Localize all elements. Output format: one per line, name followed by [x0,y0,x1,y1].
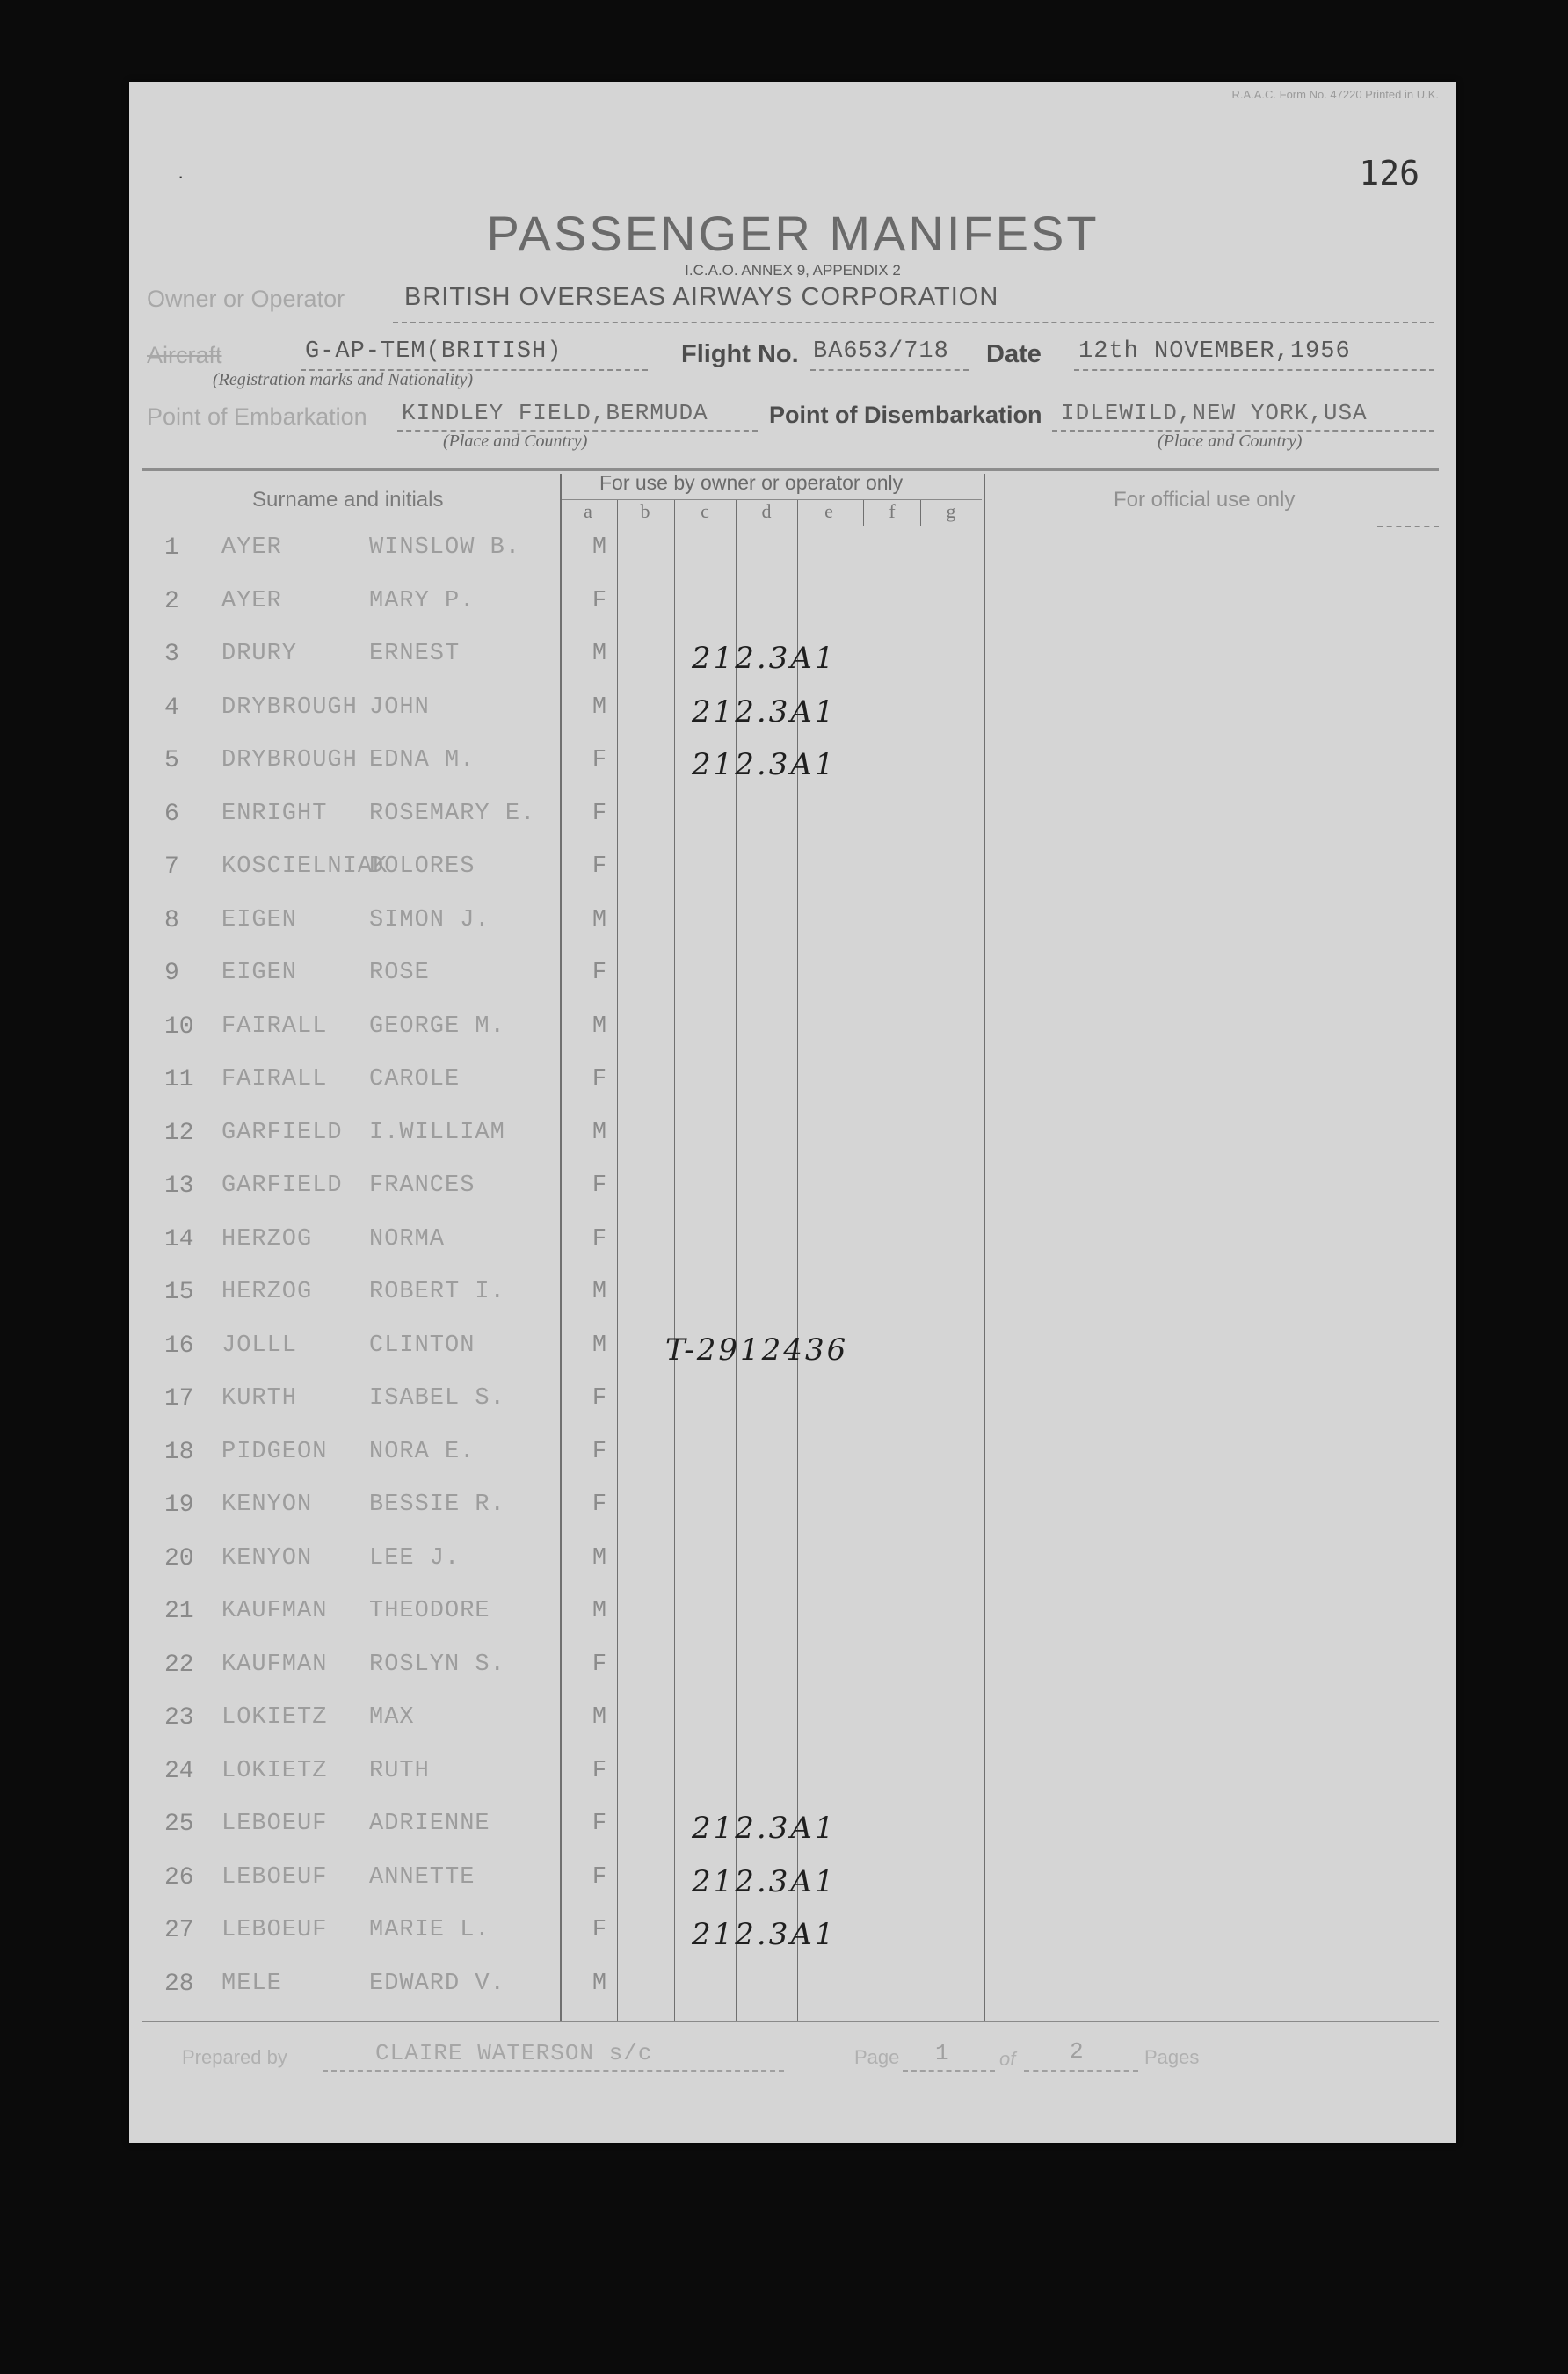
sex-code: F [592,1651,607,1678]
passenger-row [129,1279,1456,1332]
official-header-rule [1377,526,1439,527]
passenger-row [129,1226,1456,1279]
prepared-underline [323,2070,784,2072]
manifest-sheet [129,82,1456,2143]
row-number: 16 [164,1332,194,1360]
surname: KURTH [221,1385,298,1412]
given-names: ERNEST [369,641,461,667]
sex-code: M [592,1598,607,1624]
given-names: FRANCES [369,1172,475,1199]
aircraft-note: (Registration marks and Nationality) [213,370,474,389]
sex-code: F [592,1172,607,1199]
col-f-left-line [863,500,864,526]
given-names: MAX [369,1704,415,1731]
surname: HERZOG [221,1225,313,1252]
handwritten-note: 212.3A1 [692,1863,837,1899]
date-label: Date [986,340,1042,368]
row-number: 13 [164,1172,194,1200]
passenger-row [129,1971,1456,2023]
row-number: 27 [164,1917,194,1944]
given-names: ROSE [369,960,430,986]
disembark-value: IDLEWILD,NEW YORK,USA [1061,400,1368,426]
passenger-row [129,694,1456,747]
passenger-row [129,960,1456,1013]
given-names: EDNA M. [369,747,475,773]
row-number: 1 [164,534,179,562]
passenger-row [129,1120,1456,1172]
sex-code: F [592,1385,607,1412]
col-surname-header: Surname and initials [252,488,444,512]
owner-underline [393,322,1434,323]
given-names: WINSLOW B. [369,534,521,561]
sex-code: F [592,587,607,614]
given-names: CAROLE [369,1066,461,1093]
row-number: 19 [164,1492,194,1519]
row-number: 4 [164,693,179,722]
passenger-row [129,801,1456,853]
given-names: ADRIENNE [369,1811,490,1837]
passenger-row [129,1917,1456,1970]
passenger-row [129,1439,1456,1492]
given-names: ROBERT I. [369,1279,505,1305]
table-bottom-rule [142,2021,1439,2022]
row-number: 23 [164,1704,194,1731]
row-number: 5 [164,747,179,774]
sex-code: F [592,1863,607,1891]
page-title: PASSENGER MANIFEST [486,206,1100,261]
sex-code: F [592,1066,607,1093]
page-subtitle: I.C.A.O. ANNEX 9, APPENDIX 2 [685,262,901,279]
date-value: 12th NOVEMBER,1956 [1078,338,1351,365]
aircraft-label: Aircraft [147,342,222,368]
column-letter-f: f [889,500,896,522]
passenger-row [129,853,1456,906]
embark-value: KINDLEY FIELD,BERMUDA [402,400,708,426]
row-number: 7 [164,853,179,881]
given-names: ROSEMARY E. [369,800,536,827]
passenger-row [129,1758,1456,1811]
sex-code: M [592,1544,607,1572]
surname: DRYBROUGH [221,693,358,721]
given-names: RUTH [369,1757,430,1784]
row-number: 28 [164,1970,194,1998]
given-names: MARY P. [369,587,475,614]
owner-value: BRITISH OVERSEAS AIRWAYS CORPORATION [404,283,999,311]
surname: LOKIETZ [221,1757,328,1784]
sex-code: F [592,1917,607,1943]
row-number: 9 [164,960,179,987]
page-value: 1 [935,2040,950,2066]
sex-code: M [592,1013,607,1040]
sex-code: M [592,1704,607,1731]
sex-code: F [592,853,607,880]
owner-label: Owner or Operator [147,286,345,312]
embark-label: Point of Embarkation [147,403,367,430]
passenger-row [129,907,1456,960]
column-letter-g: g [946,500,956,522]
column-letter-e: e [824,500,833,522]
given-names: ROSLYN S. [369,1651,505,1678]
flight-label: Flight No. [681,340,799,368]
sex-code: M [592,1119,607,1146]
given-names: EDWARD V. [369,1970,505,1997]
of-underline [1024,2070,1138,2072]
surname: KOSCIELNIAK [221,853,388,880]
row-number: 3 [164,641,179,668]
given-names: I.WILLIAM [369,1119,505,1146]
passenger-row [129,1598,1456,1651]
row-number: 22 [164,1651,194,1679]
given-names: LEE J. [369,1544,461,1572]
passenger-row [129,534,1456,587]
col-g-left-line [920,500,921,526]
sex-code: F [592,1225,607,1252]
row-number: 24 [164,1757,194,1785]
passenger-row [129,1172,1456,1225]
sex-code: F [592,1811,607,1837]
handwritten-note: 212.3A1 [692,1811,837,1846]
given-names: NORMA [369,1225,446,1252]
passenger-row [129,1066,1456,1119]
row-number: 25 [164,1811,194,1838]
handwritten-note: 212.3A1 [692,641,837,676]
passenger-row [129,747,1456,800]
prepared-label: Prepared by [182,2046,287,2068]
sex-code: M [592,906,607,933]
date-underline [1074,369,1434,371]
passenger-row [129,1652,1456,1704]
row-number: 21 [164,1598,194,1625]
surname: JOLLL [221,1332,298,1359]
surname: KAUFMAN [221,1598,328,1624]
page-underline [903,2070,995,2072]
surname: FAIRALL [221,1066,328,1093]
surname: LOKIETZ [221,1704,328,1731]
passenger-row [129,1545,1456,1598]
given-names: MARIE L. [369,1917,490,1943]
sex-code: F [592,800,607,827]
sex-code: M [592,641,607,667]
given-names: THEODORE [369,1598,490,1624]
sex-code: M [592,1332,607,1359]
of-label: of [999,2048,1016,2070]
row-number: 14 [164,1225,194,1253]
surname: LEBOEUF [221,1917,328,1943]
row-number: 10 [164,1013,194,1041]
row-number: 17 [164,1385,194,1412]
passenger-row [129,1864,1456,1917]
passenger-row [129,1332,1456,1385]
given-names: DOLORES [369,853,475,880]
row-number: 15 [164,1279,194,1306]
speck-mark: · [178,165,185,187]
sex-code: F [592,1438,607,1465]
sex-code: F [592,960,607,986]
surname: LEBOEUF [221,1811,328,1837]
flight-underline [810,369,969,371]
row-number: 26 [164,1863,194,1891]
handwritten-note: 212.3A1 [692,1917,837,1952]
sex-code: F [592,1757,607,1784]
disembark-note: (Place and Country) [1158,432,1303,451]
sex-code: M [592,1970,607,1997]
surname: FAIRALL [221,1013,328,1040]
given-names: ANNETTE [369,1863,475,1891]
aircraft-value: G-AP-TEM(BRITISH) [305,338,563,365]
row-number: 18 [164,1438,194,1466]
given-names: SIMON J. [369,906,490,933]
embark-note: (Place and Country) [443,432,588,451]
prepared-value: CLAIRE WATERSON s/c [375,2040,653,2066]
passenger-row [129,1492,1456,1544]
passenger-row [129,1811,1456,1863]
given-names: JOHN [369,693,430,721]
row-number: 6 [164,800,179,828]
page-number: 126 [1359,154,1419,192]
pages-label: Pages [1144,2046,1200,2068]
given-names: CLINTON [369,1332,475,1359]
given-names: BESSIE R. [369,1492,505,1518]
of-value: 2 [1070,2038,1085,2065]
column-letter-b: b [640,500,650,522]
handwritten-note: 212.3A1 [692,747,837,782]
col-owner-header: For use by owner or operator only [599,471,904,494]
surname: MELE [221,1970,282,1997]
form-code: R.A.A.C. Form No. 47220 Printed in U.K. [1231,88,1439,101]
column-letter-d: d [761,500,772,522]
surname: KAUFMAN [221,1651,328,1678]
surname: HERZOG [221,1279,313,1305]
given-names: ISABEL S. [369,1385,505,1412]
surname: DRURY [221,641,298,667]
page-label: Page [854,2046,900,2068]
sex-code: F [592,1492,607,1518]
column-letter-a: a [584,500,592,522]
surname: ENRIGHT [221,800,328,827]
sex-code: M [592,534,607,561]
sex-code: F [592,747,607,773]
given-names: NORA E. [369,1438,475,1465]
passenger-row [129,1704,1456,1757]
surname: DRYBROUGH [221,747,358,773]
row-number: 20 [164,1544,194,1572]
surname: EIGEN [221,906,298,933]
surname: AYER [221,534,282,561]
surname: EIGEN [221,960,298,986]
handwritten-note: 212.3A1 [692,693,837,730]
row-number: 2 [164,587,179,615]
disembark-label: Point of Disembarkation [769,402,1042,428]
sex-code: M [592,693,607,721]
surname: KENYON [221,1492,313,1518]
surname: PIDGEON [221,1438,328,1465]
row-number: 12 [164,1119,194,1147]
row-number: 8 [164,906,179,934]
surname: KENYON [221,1544,313,1572]
handwritten-note: T-2912436 [665,1332,849,1368]
passenger-row [129,1385,1456,1438]
passenger-row [129,641,1456,693]
given-names: GEORGE M. [369,1013,505,1040]
surname: AYER [221,587,282,614]
row-number: 11 [164,1066,194,1093]
sex-code: M [592,1279,607,1305]
surname: GARFIELD [221,1172,343,1199]
column-letter-c: c [701,500,709,522]
surname: GARFIELD [221,1119,343,1146]
surname: LEBOEUF [221,1863,328,1891]
passenger-row [129,588,1456,641]
col-official-header: For official use only [1114,488,1296,512]
flight-value: BA653/718 [813,338,949,365]
passenger-row [129,1013,1456,1066]
